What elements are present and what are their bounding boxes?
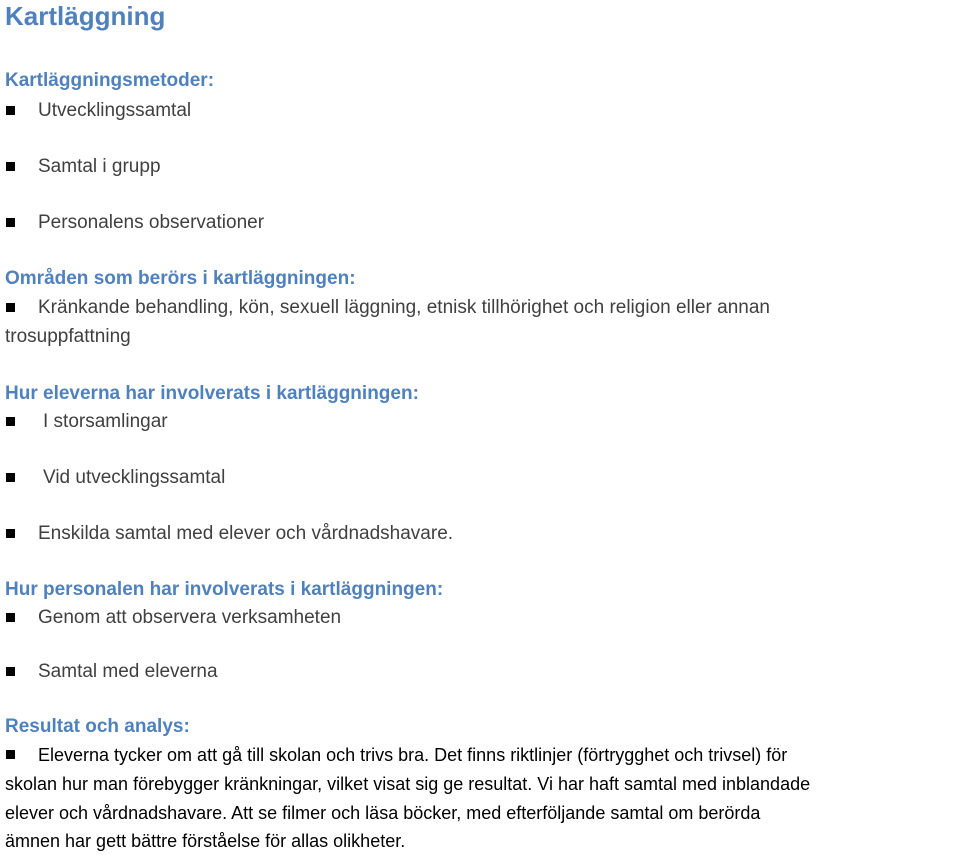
square-bullet-icon: [6, 473, 15, 482]
section-heading-areas: Områden som berörs i kartläggningen:: [5, 268, 356, 289]
square-bullet-icon: [6, 613, 15, 622]
list-item-text: I storsamlingar: [43, 411, 168, 432]
list-item-continuation: skolan hur man förebygger kränkningar, vilket visat sig ge resultat. Vi har haft samtal med inblandade: [5, 774, 811, 794]
list-item-text: Genom att observera verksamheten: [38, 607, 342, 628]
square-bullet-icon: [6, 162, 15, 171]
list-item-continuation: trosuppfattning: [5, 326, 131, 347]
list-item-text: Utvecklingssamtal: [38, 100, 192, 121]
square-bullet-icon: [6, 303, 15, 312]
page-title: Kartläggning: [5, 1, 166, 31]
list-item-text: Samtal med eleverna: [38, 661, 218, 682]
square-bullet-icon: [6, 529, 15, 538]
list-item-text: Samtal i grupp: [38, 156, 161, 177]
list-item-continuation: elever och vårdnadshavare. Att se filmer och läsa böcker, med efterföljande samtal om berörda: [5, 803, 761, 823]
section-heading-students-involved: Hur eleverna har involverats i kartläggningen:: [5, 383, 419, 404]
square-bullet-icon: [6, 667, 15, 676]
section-heading-methods: Kartläggningsmetoder:: [5, 70, 215, 91]
section-heading-results: Resultat och analys:: [5, 716, 190, 737]
list-item-continuation: ämnen har gett bättre förståelse för allas olikheter.: [5, 831, 406, 851]
list-item-text: Personalens observationer: [38, 212, 265, 233]
list-item-text: Kränkande behandling, kön, sexuell läggning, etnisk tillhörighet och religion eller annan: [38, 297, 770, 318]
list-item-text: Eleverna tycker om att gå till skolan och trivs bra. Det finns riktlinjer (förtrygghet och trivsel) för: [38, 745, 788, 765]
section-heading-staff-involved: Hur personalen har involverats i kartläggningen:: [5, 579, 444, 600]
square-bullet-icon: [6, 106, 15, 115]
list-item-text: Vid utvecklingssamtal: [43, 467, 226, 488]
square-bullet-icon: [6, 218, 15, 227]
square-bullet-icon: [6, 750, 15, 759]
list-item-text: Enskilda samtal med elever och vårdnadshavare.: [38, 523, 454, 544]
square-bullet-icon: [6, 417, 15, 426]
